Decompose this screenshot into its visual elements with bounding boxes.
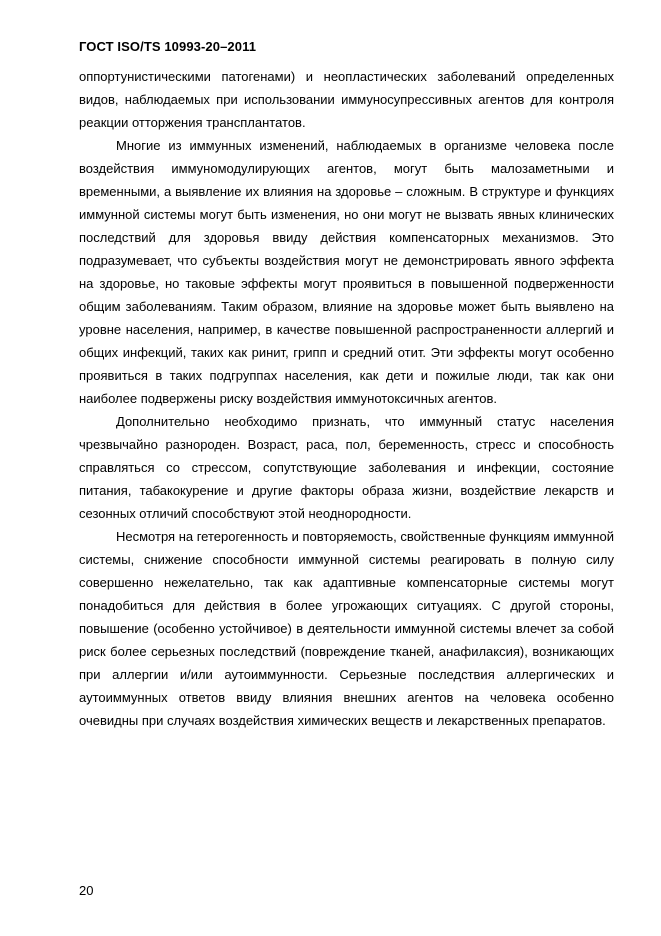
paragraph-continuation: оппортунистическими патогенами) и неопластических заболеваний определенных видов, наблюдаемых при использовании иммуносупрессивных агентов для контроля реакции отторжения трансплантатов. <box>79 69 614 130</box>
page-number: 20 <box>79 883 94 898</box>
document-body <box>79 65 614 732</box>
paragraph-immune-changes: Многие из иммунных изменений, наблюдаемых в организме человека после воздействия иммуномодулирующих агентов, могут быть малозаметными и временными, а выявление их влияния на здоровье – сложным. В структуре и функциях иммунной системы могут быть изменения, но они могут не вызвать явных клинических последствий для здоровья ввиду действия компенсаторных механизмов. Это подразумевает, что субъекты воздействия могут не демонстрировать явного эффекта на здоровье, но таковые эффекты могут проявиться в повышенной подверженности общим заболеваниям. Таким образом, влияние на здоровье может быть выявлено на уровне населения, например, в качестве повышенной распространенности аллергий и общих инфекций, таких как ринит, грипп и средний отит. Эти эффекты могут особенно проявиться в таких подгруппах населения, как дети и пожилые люди, так как они наиболее подвержены риску воздействия иммунотоксичных агентов. <box>79 138 614 406</box>
document-header-title: ГОСТ ISO/TS 10993-20–2011 <box>79 39 257 54</box>
paragraph-heterogeneity: Несмотря на гетерогенность и повторяемость, свойственные функциям иммунной системы, снижение способности иммунной системы реагировать в полную силу совершенно нежелательно, так как адаптивные компенсаторные системы могут понадобиться для действия в более угрожающих ситуациях. С другой стороны, повышение (особенно устойчивое) в деятельности иммунной системы влечет за собой риск более серьезных последствий (повреждение тканей, анафилаксия), возникающих при аллергии и/или аутоиммунности. Серьезные последствия аллергических и аутоиммунных ответов ввиду влияния внешних агентов на человека особенно очевидны при случаях воздействия химических веществ и лекарственных препаратов. <box>79 529 614 728</box>
paragraph-immune-status: Дополнительно необходимо признать, что иммунный статус населения чрезвычайно разнороден. Возраст, раса, пол, беременность, стресс и способность справляться со стрессом, сопутствующие заболевания и инфекции, состояние питания, табакокурение и другие факторы образа жизни, воздействие лекарств и сезонных отличий способствуют этой неоднородности. <box>79 414 614 521</box>
